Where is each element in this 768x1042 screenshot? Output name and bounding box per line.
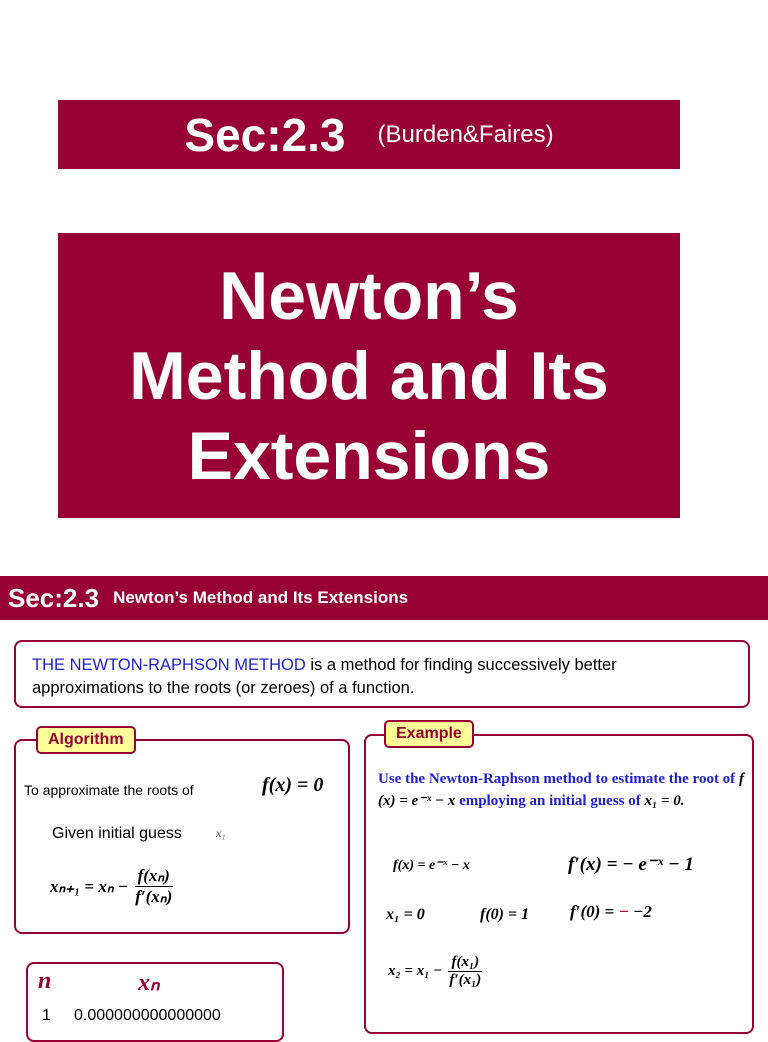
algorithm-intro: To approximate the roots of xyxy=(24,782,194,798)
slide-title xyxy=(129,256,609,496)
f0-value: f(0) = 1 xyxy=(480,906,530,923)
target-equation: f(x) = 0 xyxy=(262,774,324,796)
example-iteration-denominator: f′(x₁) xyxy=(449,972,482,988)
title-line-1: Newton’s xyxy=(219,257,519,334)
fprime0-rhs: −2 xyxy=(628,902,652,921)
iteration-denominator: f′(xₙ) xyxy=(135,887,173,906)
content-header xyxy=(0,576,768,620)
example-tag: Example xyxy=(384,720,474,748)
source-label: (Burden&Faires) xyxy=(377,120,554,148)
title-line-2: Method and Its xyxy=(129,337,609,414)
example-function: f (x) = e⁻ˣ − x xyxy=(378,771,744,809)
table-cell-n: 1 xyxy=(42,1007,51,1024)
table-cell-x: 0.000000000000000 xyxy=(74,1007,221,1024)
section-banner xyxy=(58,100,680,169)
header-section: Sec:2.3 xyxy=(8,582,100,613)
iteration-numerator: f(xₙ) xyxy=(135,866,173,887)
derivative-def: f′(x) = − e⁻ˣ − 1 xyxy=(568,854,694,875)
section-number: Sec:2.3 xyxy=(184,108,346,161)
example-iteration-fraction xyxy=(446,954,484,989)
function-def: f(x) = e⁻ˣ − x xyxy=(393,858,470,873)
example-text-a: Use the Newton-Raphson method to estimate the root of xyxy=(378,771,739,787)
example-guess: x₁ = 0. xyxy=(644,793,685,809)
example-iteration-numerator: f(x₁) xyxy=(448,954,482,972)
title-line-3: Extensions xyxy=(187,417,551,494)
table-header-x: xₙ xyxy=(138,970,160,996)
example-iteration-lhs: x₂ = x₁ − xyxy=(388,963,443,979)
example-iteration-formula xyxy=(388,954,484,989)
fprime0-lhs: f′(0) = xyxy=(570,902,619,921)
initial-guess-var: x₁ xyxy=(216,826,226,840)
definition-text: is a method for finding successively better approximations to the roots (or zeroes) of a function. xyxy=(32,656,617,697)
definition-box xyxy=(14,640,750,708)
table-row xyxy=(42,1007,221,1025)
title-banner xyxy=(58,233,680,518)
definition-term: THE NEWTON-RAPHSON METHOD xyxy=(32,656,306,674)
iteration-lhs: xₙ₊₁ = xₙ − xyxy=(50,876,129,896)
initial-guess-label: Given initial guess xyxy=(52,825,182,842)
table-header-n: n xyxy=(38,968,52,994)
example-text-b: employing an initial guess of xyxy=(455,793,645,809)
header-title: Newton’s Method and Its Extensions xyxy=(113,588,409,607)
example-statement xyxy=(378,768,748,812)
fprime0-red-term: − xyxy=(618,902,629,921)
fprime0-value xyxy=(570,902,652,922)
algorithm-tag: Algorithm xyxy=(36,726,136,754)
newton-iteration-formula xyxy=(50,866,175,907)
x1-value: x₁ = 0 xyxy=(386,906,425,923)
iteration-fraction xyxy=(132,866,175,907)
